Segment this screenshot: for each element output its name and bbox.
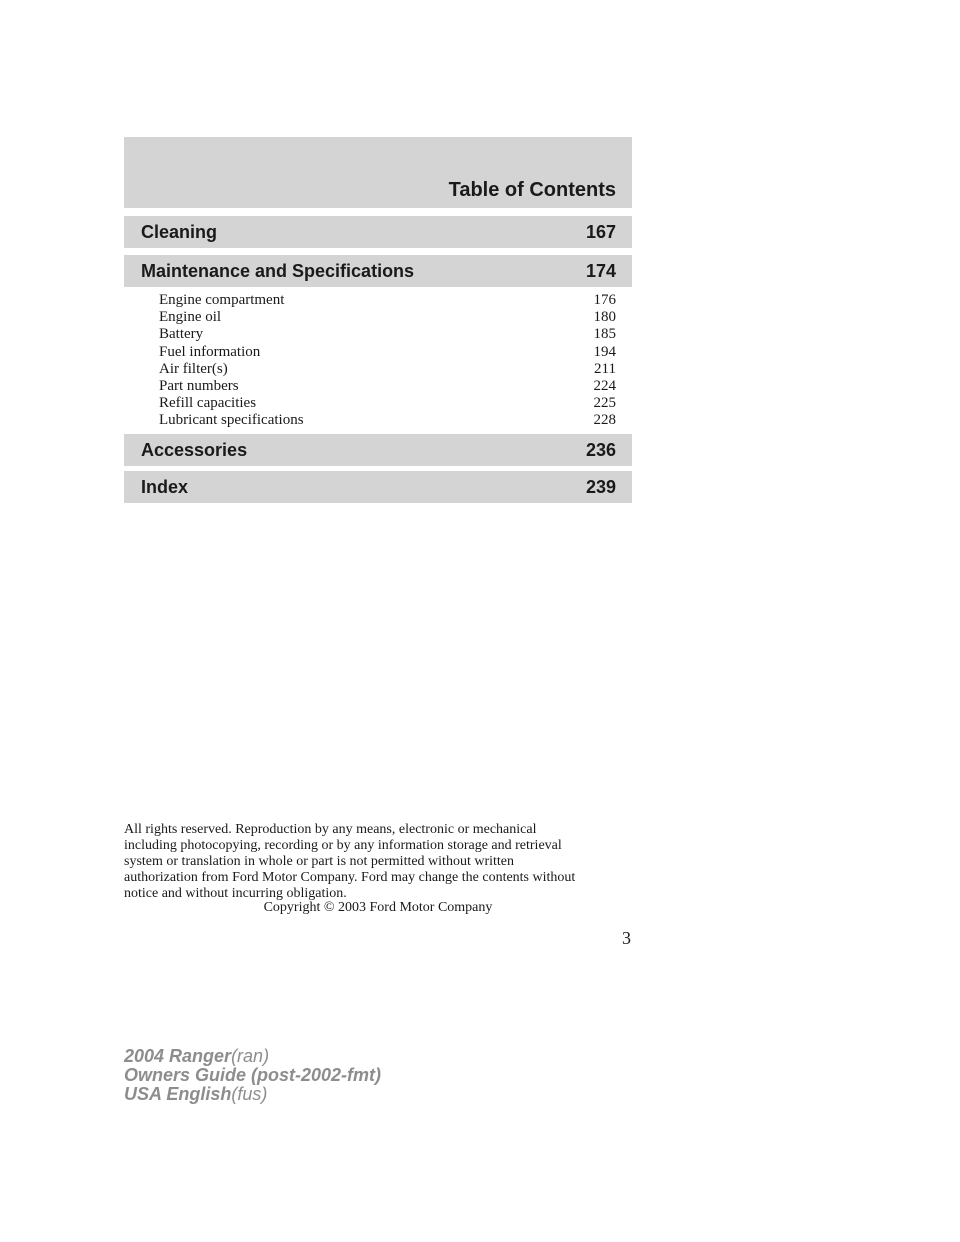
footer-line-2	[124, 1066, 381, 1085]
entry-page: 225	[593, 395, 616, 412]
entry-page: 194	[593, 343, 616, 360]
footer-line-1	[124, 1047, 381, 1066]
subsection-list	[159, 292, 616, 430]
rights-line: including photocopying, recording or by any information storage and retrieval	[124, 838, 562, 853]
section-label: Index	[141, 477, 189, 497]
rights-line: notice and without incurring obligation.	[124, 886, 347, 901]
footer-guide: Owners Guide (post-2002-fmt)	[124, 1065, 382, 1085]
section-accessories[interactable]	[124, 434, 632, 466]
entry-page: 224	[593, 378, 616, 395]
list-item[interactable]	[159, 395, 616, 412]
entry-label: Fuel information	[159, 343, 261, 360]
page-title: Table of Contents	[448, 179, 616, 201]
section-page: 236	[585, 440, 616, 460]
rights-line: All rights reserved. Reproduction by any means, electronic or mechanical	[124, 822, 537, 837]
footer-model: 2004 Ranger	[124, 1046, 232, 1066]
section-index[interactable]	[124, 471, 632, 503]
list-item[interactable]	[159, 378, 616, 395]
entry-page: 180	[593, 309, 616, 326]
section-maintenance[interactable]	[124, 255, 632, 287]
document-footer	[124, 1047, 381, 1104]
rights-line: authorization from Ford Motor Company. Ford may change the contents without	[124, 870, 576, 885]
page-number: 3	[622, 928, 631, 948]
section-page: 167	[585, 222, 616, 242]
list-item[interactable]	[159, 309, 616, 326]
footer-line-3	[124, 1085, 381, 1104]
list-item[interactable]	[159, 326, 616, 343]
list-item[interactable]	[159, 292, 616, 309]
section-label: Cleaning	[141, 222, 218, 242]
section-page: 174	[585, 261, 616, 281]
entry-label: Battery	[159, 326, 204, 343]
toc-header	[124, 137, 632, 208]
section-cleaning[interactable]	[124, 216, 632, 248]
entry-label: Refill capacities	[159, 395, 257, 412]
entry-label: Engine oil	[159, 309, 222, 326]
entry-page: 211	[594, 360, 616, 377]
entry-label: Engine compartment	[159, 292, 285, 308]
list-item[interactable]	[159, 344, 616, 361]
entry-page: 228	[593, 412, 616, 429]
section-label: Maintenance and Specifications	[141, 261, 415, 281]
section-label: Accessories	[141, 440, 248, 460]
footer-model-code: (ran)	[231, 1046, 270, 1066]
entry-page: 176	[593, 292, 616, 308]
footer-language-code: (fus)	[231, 1084, 268, 1104]
entry-page: 185	[593, 326, 616, 343]
copyright-line: Copyright © 2003 Ford Motor Company	[263, 900, 493, 915]
rights-line: system or translation in whole or part is not permitted without written	[124, 854, 514, 869]
footer-language: USA English	[124, 1084, 232, 1104]
entry-label: Part numbers	[159, 378, 239, 395]
list-item[interactable]	[159, 361, 616, 378]
rights-notice	[124, 822, 644, 902]
section-page: 239	[585, 477, 616, 497]
entry-label: Air filter(s)	[159, 360, 228, 377]
entry-label: Lubricant specifications	[159, 412, 304, 429]
list-item[interactable]	[159, 412, 616, 429]
